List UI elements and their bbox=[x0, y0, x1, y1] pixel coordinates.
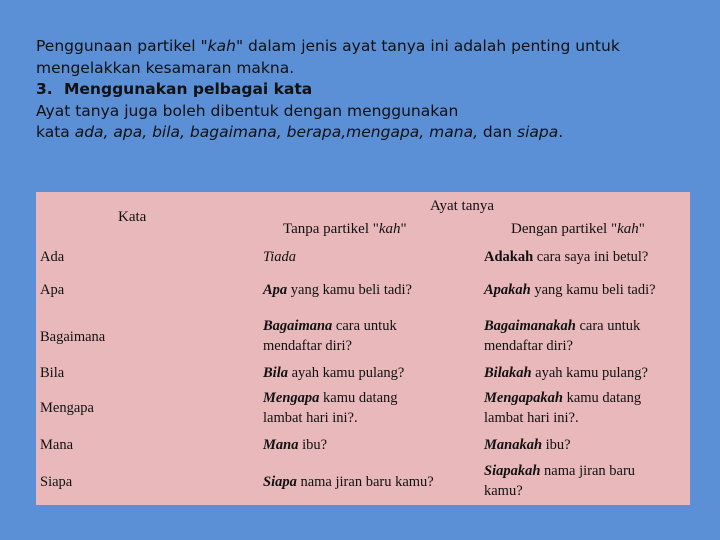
keyword: Tiada bbox=[263, 249, 297, 265]
intro-text-segment: dan bbox=[478, 123, 518, 141]
kata-cell: Apa bbox=[40, 282, 65, 298]
keyword: Siapa bbox=[263, 474, 297, 490]
sentence-rest: nama jiran baru kamu? bbox=[296, 474, 434, 490]
keyword: Mengapakah bbox=[484, 390, 563, 406]
dengan-cell bbox=[484, 388, 674, 428]
sentence-rest: ayah kamu pulang? bbox=[287, 365, 405, 381]
dengan-cell bbox=[484, 435, 571, 455]
intro-italic-term: ada, apa, bila, bagaimana, berapa,mengapa, mana, bbox=[74, 123, 478, 141]
keyword: Bagaimanakah bbox=[484, 318, 576, 334]
tanpa-cell bbox=[263, 363, 404, 383]
header-ayat-tanya: Ayat tanya bbox=[430, 198, 495, 214]
keyword: Apakah bbox=[484, 282, 531, 298]
tanpa-cell bbox=[263, 280, 412, 300]
tanpa-cell bbox=[263, 472, 434, 492]
keyword: Bagaimana bbox=[263, 318, 333, 334]
sentence-rest: cara untuk mendaftar diri? bbox=[263, 318, 397, 354]
header-text: " bbox=[638, 221, 645, 237]
header-dengan-partikel bbox=[511, 219, 645, 239]
intro-text bbox=[36, 36, 696, 144]
intro-text-segment: " dalam jenis ayat tanya ini adalah penting untuk mengelakkan kesamaran makna. bbox=[36, 37, 620, 77]
intro-text-segment: . bbox=[558, 123, 564, 141]
section-heading bbox=[36, 79, 696, 101]
sentence-rest: ibu? bbox=[298, 437, 328, 453]
kata-cell: Bagaimana bbox=[40, 329, 106, 345]
tanpa-cell bbox=[263, 316, 448, 356]
header-text: " bbox=[400, 221, 407, 237]
keyword: Adakah bbox=[484, 249, 534, 265]
sentence-rest: ayah kamu pulang? bbox=[531, 365, 648, 381]
intro-text-segment: kata bbox=[36, 123, 75, 141]
intro-italic-term: siapa bbox=[517, 123, 559, 141]
tanpa-cell bbox=[263, 247, 296, 267]
keyword: Mana bbox=[263, 437, 299, 453]
kata-cell: Siapa bbox=[40, 474, 73, 490]
dengan-cell bbox=[484, 461, 664, 501]
header-text: Dengan partikel " bbox=[511, 221, 618, 237]
dengan-cell bbox=[484, 363, 648, 383]
sentence-rest: cara saya ini betul? bbox=[533, 249, 649, 265]
dengan-cell bbox=[484, 280, 656, 300]
sentence-rest: kamu datang lambat hari ini?. bbox=[263, 390, 398, 426]
dengan-cell bbox=[484, 247, 648, 267]
section-title: Menggunakan pelbagai kata bbox=[64, 80, 313, 98]
keyword: Apa bbox=[263, 282, 288, 298]
intro-line bbox=[36, 122, 696, 144]
header-text: Tanpa partikel " bbox=[283, 221, 379, 237]
sentence-rest: ibu? bbox=[542, 437, 571, 453]
kata-cell: Bila bbox=[40, 365, 65, 381]
header-italic: kah bbox=[617, 221, 639, 237]
header-italic: kah bbox=[378, 221, 401, 237]
kata-cell: Mana bbox=[40, 437, 74, 453]
tanpa-cell bbox=[263, 388, 433, 428]
sentence-rest: kamu datang lambat hari ini?. bbox=[484, 390, 642, 426]
keyword: Siapakah bbox=[484, 463, 541, 479]
sentence-rest: yang kamu beli tadi? bbox=[287, 282, 412, 298]
intro-paragraph bbox=[36, 36, 696, 79]
intro-text-segment: Penggunaan partikel " bbox=[36, 37, 208, 55]
intro-italic-term: kah bbox=[207, 37, 236, 55]
intro-line: Ayat tanya juga boleh dibentuk dengan menggunakan bbox=[36, 101, 459, 120]
keyword: Bila bbox=[263, 365, 288, 381]
header-kata: Kata bbox=[118, 209, 147, 225]
sentence-rest: cara untuk mendaftar diri? bbox=[484, 318, 641, 354]
kata-cell: Ada bbox=[40, 249, 65, 265]
kata-cell: Mengapa bbox=[40, 400, 94, 416]
example-table bbox=[36, 192, 690, 505]
sentence-rest: yang kamu beli tadi? bbox=[530, 282, 656, 298]
header-tanpa-partikel bbox=[283, 219, 407, 239]
keyword: Bilakah bbox=[484, 365, 532, 381]
section-number: 3. bbox=[36, 80, 53, 98]
keyword: Mengapa bbox=[263, 390, 320, 406]
sentence-rest: nama jiran baru kamu? bbox=[484, 463, 636, 499]
tanpa-cell bbox=[263, 435, 327, 455]
dengan-cell bbox=[484, 316, 674, 356]
keyword: Manakah bbox=[484, 437, 543, 453]
